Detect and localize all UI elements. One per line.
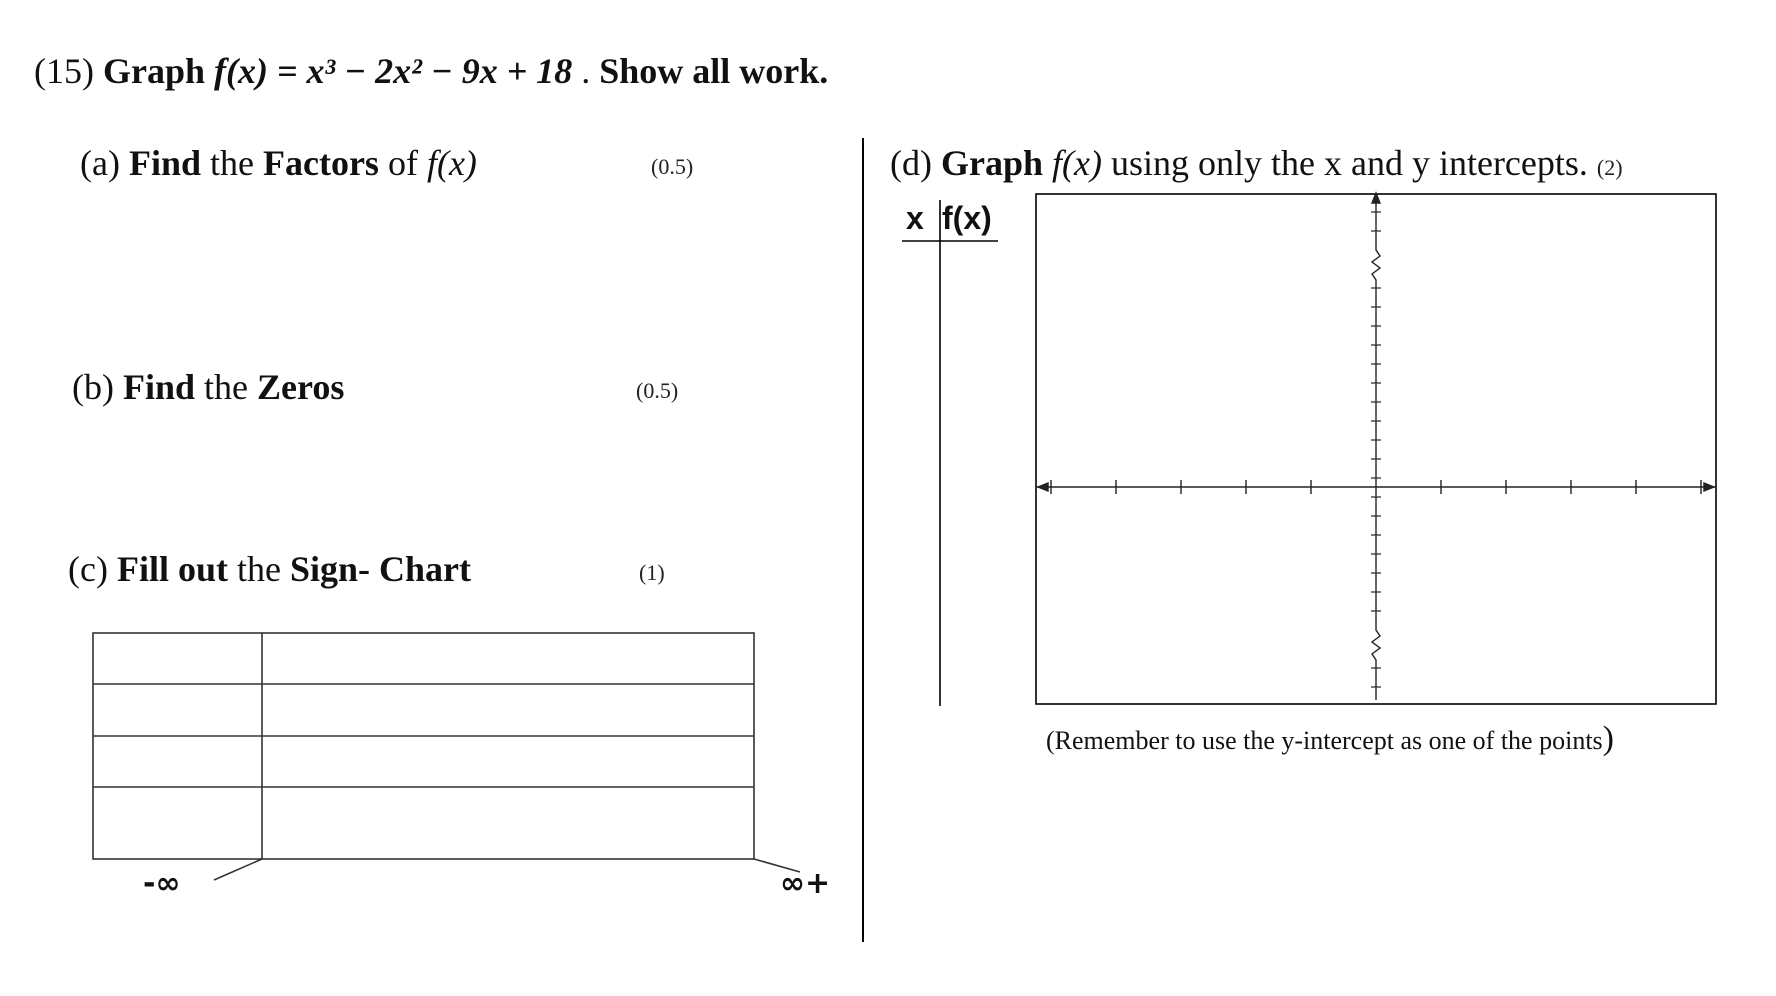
part-b-word-1: Find [122, 367, 196, 407]
part-d-points: (2) [1596, 155, 1623, 180]
sign-chart-pos-infinity: ∞+ [780, 866, 831, 901]
xy-table-fx-header: f(x) [942, 200, 992, 236]
part-a-function: f(x) [426, 143, 477, 183]
y-axis [1372, 194, 1380, 700]
part-c-word-1: Fill out [116, 549, 228, 589]
part-b-letter: (b) [72, 367, 114, 407]
question-instruction: Show all work. [599, 51, 829, 91]
graph-axes [1036, 193, 1716, 700]
part-d-function: f(x) [1052, 143, 1102, 183]
part-c-word-2: the [236, 549, 281, 589]
sign-chart-neg-infinity: -∞ [143, 866, 181, 901]
xy-table-x-header: x [906, 200, 924, 236]
question-number: (15) [34, 51, 94, 91]
part-a-word-4: of [387, 143, 418, 183]
part-d-letter: (d) [890, 143, 932, 183]
part-c-letter: (c) [68, 549, 108, 589]
part-a-word-2: the [210, 143, 254, 183]
part-c-word-3: Sign- Chart [289, 549, 471, 589]
question-function-lhs: f(x) = [214, 51, 307, 91]
graph-reminder [1046, 720, 1614, 758]
part-a-word-3: Factors [263, 143, 379, 183]
question-verb: Graph [102, 51, 206, 91]
x-axis-arrow-right [1704, 483, 1714, 491]
part-b-word-3: Zeros [257, 367, 345, 407]
part-d-rest: using only the x and y intercepts. [1110, 143, 1588, 183]
question-period: . [581, 51, 591, 91]
x-axis-arrow-left [1038, 483, 1048, 491]
sign-chart-left-tail [214, 859, 262, 880]
xy-table [902, 200, 998, 706]
sign-chart-table [93, 633, 800, 880]
question-function-rhs: x³ − 2x² − 9x + 18 [306, 51, 573, 91]
graph-reminder-text: (Remember to use the y-intercept as one of the points [1046, 726, 1603, 755]
part-c-points: (1) [639, 560, 665, 585]
part-b-points: (0.5) [636, 378, 679, 403]
part-a-letter: (a) [80, 143, 120, 183]
part-d-heading [890, 142, 1623, 184]
part-b-word-2: the [204, 367, 249, 407]
sign-chart-frame [93, 633, 754, 859]
part-a-points: (0.5) [651, 154, 694, 179]
graph-reminder-close: ) [1602, 720, 1614, 757]
part-d-word-1: Graph [940, 143, 1044, 183]
part-a-word-1: Find [128, 143, 202, 183]
